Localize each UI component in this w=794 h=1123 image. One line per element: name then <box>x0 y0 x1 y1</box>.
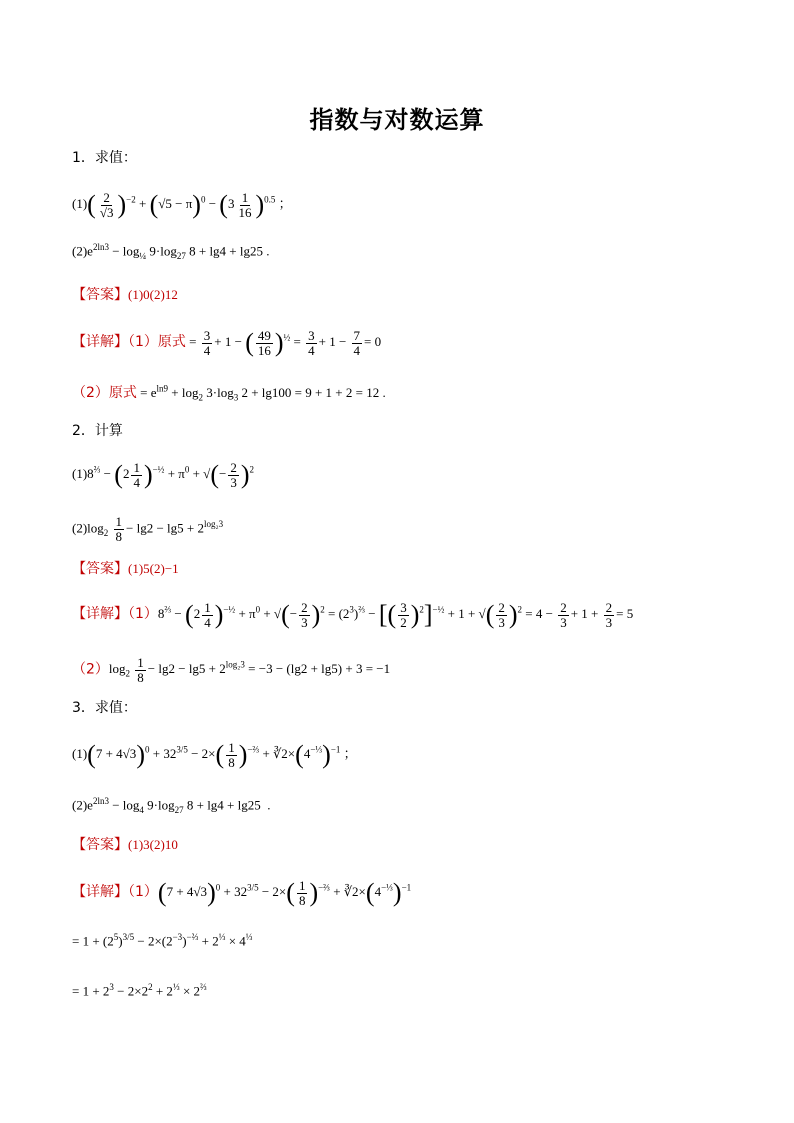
q3-part2: $(2)e^{2ln3} - \log_4 9\cdot\log_{27}$ 8 + lg4 + lg25 . <box>72 796 271 815</box>
q2-detail-1: 【详解】$(1)8^{\frac{2}{3}} - (2$ $\frac{1}{4}$ )$^{-\frac{1}{2}} + \pi^0$ + √(− $\frac{2}{3}$ )$^2 = (2^3)^{\frac{2}{3}}$ − [( $\frac{3}{2}$ )$^2$]$^{-\frac{1}{2}}$ + 1 + √( $\frac{2}{3}$ )$^2$ = 4 − $\frac{2}{3}$ + 1 + $\frac{2}{3}$ = 5 <box>72 599 634 630</box>
q2-answer: 【答案】(1)5(2)−1 <box>72 561 179 577</box>
q2-part1: $(1)8^{\frac{2}{3}} - (2$ $\frac{1}{4}$ )$^{-\frac{1}{2}} + \pi^0$ + √(− $\frac{2}{3}$ )$^2$ <box>72 459 254 490</box>
q1-detail-1: 【详解】（1）原式 = $\frac{3}{4}$ + 1 − ( $\frac{49}{16}$ )$^{\frac{1}{2}}$ = $\frac{3}{4}$ + 1 − $\frac{7}{4}$ = 0 <box>72 327 382 358</box>
q3-line-2: = $1 + (2^5)^{3/5} - 2\times(2^{-3})^{-\frac{2}{3}} + 2^{\frac{1}{3}} \times 4^{\frac{1}{3}}$ <box>72 932 253 949</box>
q3-detail-1: 【详解】$(1)(7 + 4√3)^0 + 32^{3/5} - 2\times$( $\frac{1}{8}$ )$^{-\frac{2}{3}} + ∛2\times(4^{-\frac{1}{3}})^{-1}$ <box>72 877 412 908</box>
q1-part1: (1)( $\frac{2}{√3}$ )$^{-2} + (√5 - \pi)^0 - (3$ $\frac{1}{16}$ )$^{0.5}$ ； <box>72 189 292 220</box>
q3-answer: 【答案】(1)3(2)10 <box>72 837 178 853</box>
q2-part2: $(2)\log_2$ $\frac{1}{8}$ − $\lg 2 - \lg 5 + 2^{log_23}$ <box>72 514 224 544</box>
q3-line-3: = $1 + 2^3 - 2\times 2^2 + 2^{\frac{1}{3}} \times 2^{\frac{2}{3}}$ <box>72 982 207 999</box>
q2-detail-2: $(2)\log_2$ $\frac{1}{8}$ − $\lg 2 - \lg 5 + 2^{log_23} = -3 - (\lg 2 + \lg 5) + 3 = -1$ <box>72 655 391 685</box>
q3-heading: 3．求值： <box>72 700 137 716</box>
q1-answer: 【答案】(1)0(2)12 <box>72 287 178 303</box>
page-title: 指数与对数运算 <box>309 106 485 134</box>
q1-heading: 1．求值： <box>72 150 137 166</box>
q1-detail-2: （2）原式 = $e^{ln9} + \log_2 3\cdot\log_3$ 2 + lg100 = 9 + 1 + 2 = 12 . <box>72 383 386 403</box>
q3-part1: $(1)(7 + 4√3)^0 + 32^{3/5} - 2\times$( $\frac{1}{8}$ )$^{-\frac{2}{3}} + ∛2\times(4^{-\frac{1}{3}})^{-1}$ ； <box>72 739 357 770</box>
q2-heading: 2．计算 <box>72 423 123 439</box>
q1-part2: $(2)e^{2ln3} - \log_{\frac{1}{4}} 9\cdot\log_{27}$ 8 + lg4 + lg25 . <box>72 242 270 261</box>
